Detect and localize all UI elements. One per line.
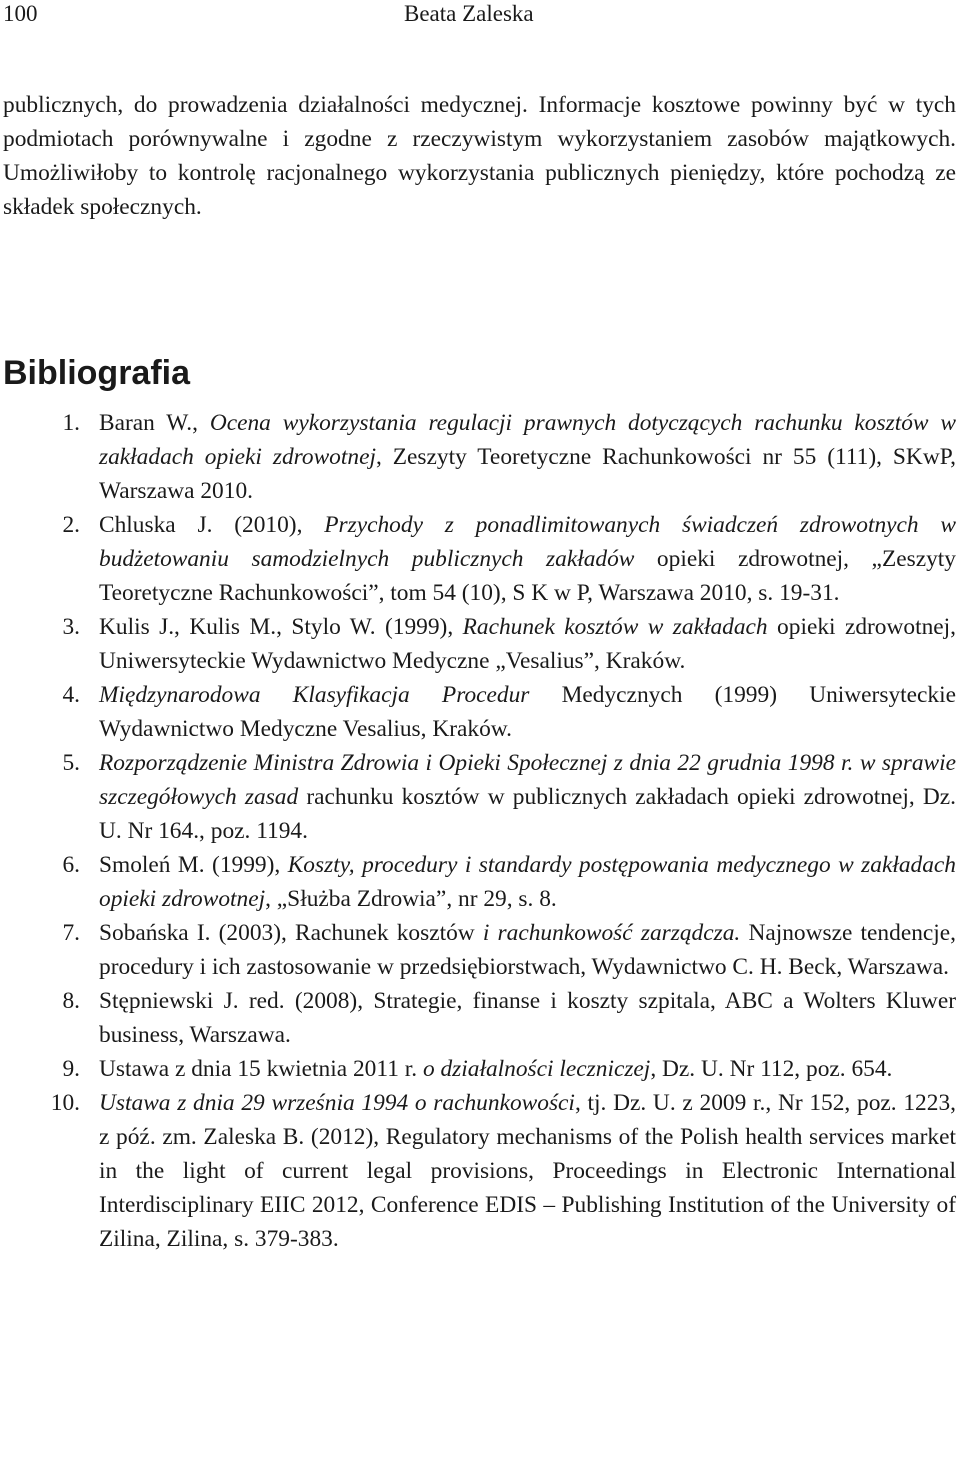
reference-text: Smoleń M. (1999), (99, 852, 288, 878)
page-number: 100 (3, 1, 38, 26)
reference-title: Przychody z ponadlimitowanych świadczeń zdrowotnych w budżetowaniu samodzielnych publicznych zakładów (99, 512, 956, 572)
reference-text: , tj. Dz. U. z 2009 r., Nr 152, poz. 1223, z póź. zm. Zaleska B. (2012), Regulatory mechanisms of the Polish health services market in the light of current legal provisions, Proceedings in Electronic International Interdisciplinary EIIC 2012, Conference EDIS – Publishing Institution of the University of Zilina, Zilina, s. 379-383. (99, 1090, 956, 1252)
reference-item (0, 406, 956, 508)
reference-title: Międzynarodowa Klasyfikacja Procedur (99, 682, 530, 708)
reference-item (0, 508, 956, 610)
reference-item (0, 1086, 956, 1256)
running-author: Beata Zaleska (404, 1, 534, 26)
reference-number: 5. (62, 750, 80, 776)
bibliography-heading: Bibliografia (3, 354, 191, 392)
reference-number: 6. (62, 852, 80, 878)
reference-text: Chluska J. (2010), (99, 512, 325, 538)
reference-number: 10. (50, 1090, 80, 1116)
reference-item (0, 1052, 956, 1086)
reference-text: Najnowsze tendencje, procedury i ich zastosowanie w przedsiębiorstwach, Wydawnictwo C. H. Beck, Warszawa. (99, 920, 957, 980)
reference-title: Rozporządzenie Ministra Zdrowia i Opieki Społecznej z dnia 22 grudnia 1998 r. w sprawie szczegółowych zasad (99, 750, 956, 810)
intro-paragraph: publicznych, do prowadzenia działalności medycznej. Informacje kosztowe powinny być w tych podmiotach porównywalne i zgodne z rzeczywistym wykorzystaniem zasobów majątkowych. Umożliwiłoby to kontrolę racjonalnego wykorzystania publicznych pieniędzy, które pochodzą ze składek społecznych. (3, 92, 956, 220)
reference-item (0, 610, 956, 678)
reference-text: opieki zdrowotnej, „Zeszyty Teoretyczne Rachunkowości”, tom 54 (10), S K w P, Warszawa 2010, s. 19-31. (99, 546, 956, 606)
reference-number: 4. (62, 682, 80, 708)
reference-text: Ustawa z dnia 15 kwietnia 2011 r. (99, 1056, 423, 1082)
reference-number: 7. (62, 920, 80, 946)
reference-item (0, 848, 956, 916)
reference-title: i rachunkowość zarządcza. (482, 920, 741, 946)
reference-title: o działalności leczniczej (422, 1056, 651, 1082)
reference-text: , Zeszyty Teoretyczne Rachunkowości nr 55 (111), SKwP, Warszawa 2010. (99, 444, 956, 504)
reference-number: 3. (62, 614, 80, 640)
reference-text: rachunku kosztów w publicznych zakładach opieki zdrowotnej, Dz. U. Nr 164., poz. 1194. (99, 784, 957, 844)
reference-title: Rachunek kosztów w zakładach (462, 614, 768, 640)
reference-item (0, 746, 956, 848)
reference-text: Kulis J., Kulis M., Stylo W. (1999), (99, 614, 463, 640)
reference-number: 1. (62, 410, 80, 436)
reference-title: Ustawa z dnia 29 września 1994 o rachunkowości (99, 1090, 575, 1116)
reference-title: Koszty, procedury i standardy postępowania medycznego w zakładach opieki zdrowotnej (99, 852, 956, 912)
reference-text: opieki zdrowotnej, Uniwersyteckie Wydawnictwo Medyczne „Vesalius”, Kraków. (99, 614, 957, 674)
reference-text: , Dz. U. Nr 112, poz. 654. (650, 1056, 893, 1082)
reference-text: Sobańska I. (2003), Rachunek kosztów (99, 920, 483, 946)
reference-item (0, 678, 956, 746)
reference-item (0, 984, 956, 1052)
page-header (0, 0, 960, 32)
reference-number: 9. (62, 1056, 80, 1082)
reference-number: 2. (62, 512, 80, 538)
reference-title: Ocena wykorzystania regulacji prawnych dotyczących rachunku kosztów w zakładach opieki zdrowotnej (99, 410, 956, 470)
reference-item (0, 916, 956, 984)
reference-text: Baran W., (99, 410, 210, 436)
reference-number: 8. (62, 988, 80, 1014)
reference-text: Stępniewski J. red. (2008), Strategie, finanse i koszty szpitala, ABC a Wolters Kluwer business, Warszawa. (99, 988, 956, 1048)
reference-text: Medycznych (1999) Uniwersyteckie Wydawnictwo Medyczne Vesalius, Kraków. (99, 682, 956, 742)
reference-text: , „Służba Zdrowia”, nr 29, s. 8. (265, 886, 557, 912)
bibliography-list (0, 406, 956, 1256)
